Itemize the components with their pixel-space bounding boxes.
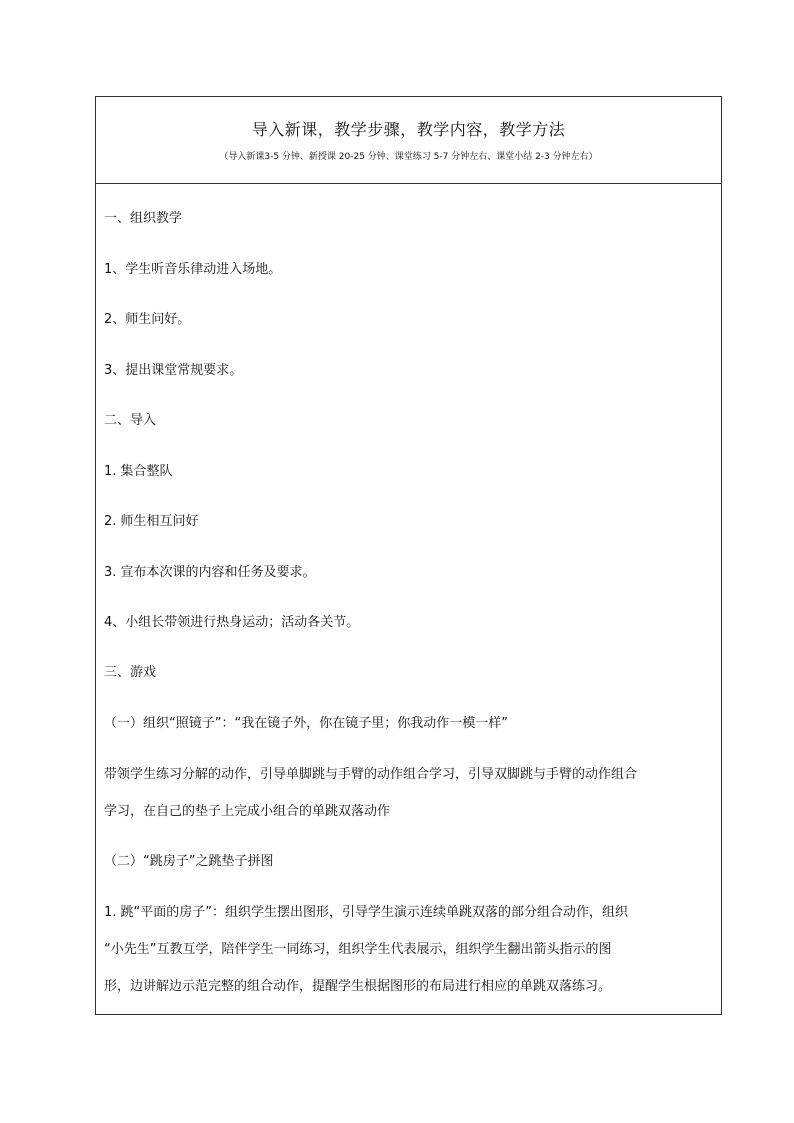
content-line: 带领学生练习分解的动作，引导单脚跳与手臂的动作组合学习，引导双脚跳与手臂的动作组合 <box>104 767 638 782</box>
content-line: 1. 集合整队 <box>104 464 173 479</box>
content-line: 1. 跳“平面的房子”：组织学生摆出图形，引导学生演示连续单跳双落的部分组合动作，组织 <box>104 905 629 920</box>
header-subtitle: （导入新课3-5 分钟、新授课 20-25 分钟、课堂练习 5-7 分钟左右、课堂小结 2-3 分钟左右） <box>219 152 598 162</box>
content-line: 形，边讲解边示范完整的组合动作，提醒学生根据图形的布局进行相应的单跳双落练习。 <box>104 979 612 994</box>
content-line: 2. 师生相互问好 <box>104 514 199 529</box>
section-heading: 三、游戏 <box>104 665 157 680</box>
lesson-plan-table <box>95 96 722 1015</box>
section-heading: 一、组织教学 <box>104 211 183 226</box>
header-cell <box>96 97 721 184</box>
content-line: “小先生”互教互学，陪伴学生一同练习，组织学生代表展示，组织学生翻出箭头指示的图 <box>104 942 612 957</box>
content-line: 学习，在自己的垫子上完成小组合的单跳双落动作 <box>104 804 391 819</box>
content-line: 3、提出课堂常规要求。 <box>104 363 243 378</box>
header-title: 导入新课，教学步骤，教学内容，教学方法 <box>251 120 566 139</box>
subsection-heading: （二）“跳房子”之跳垫子拼图 <box>104 854 274 869</box>
content-line: 1、学生听音乐律动进入场地。 <box>104 262 282 277</box>
content-line: 4、小组长带领进行热身运动；活动各关节。 <box>104 615 360 630</box>
subsection-heading: （一）组织“照镜子”：“我在镜子外，你在镜子里；你我动作一模一样” <box>104 716 508 731</box>
content-line: 2、师生问好。 <box>104 312 191 327</box>
content-line: 3. 宣布本次课的内容和任务及要求。 <box>104 565 316 580</box>
section-heading: 二、导入 <box>104 413 157 428</box>
